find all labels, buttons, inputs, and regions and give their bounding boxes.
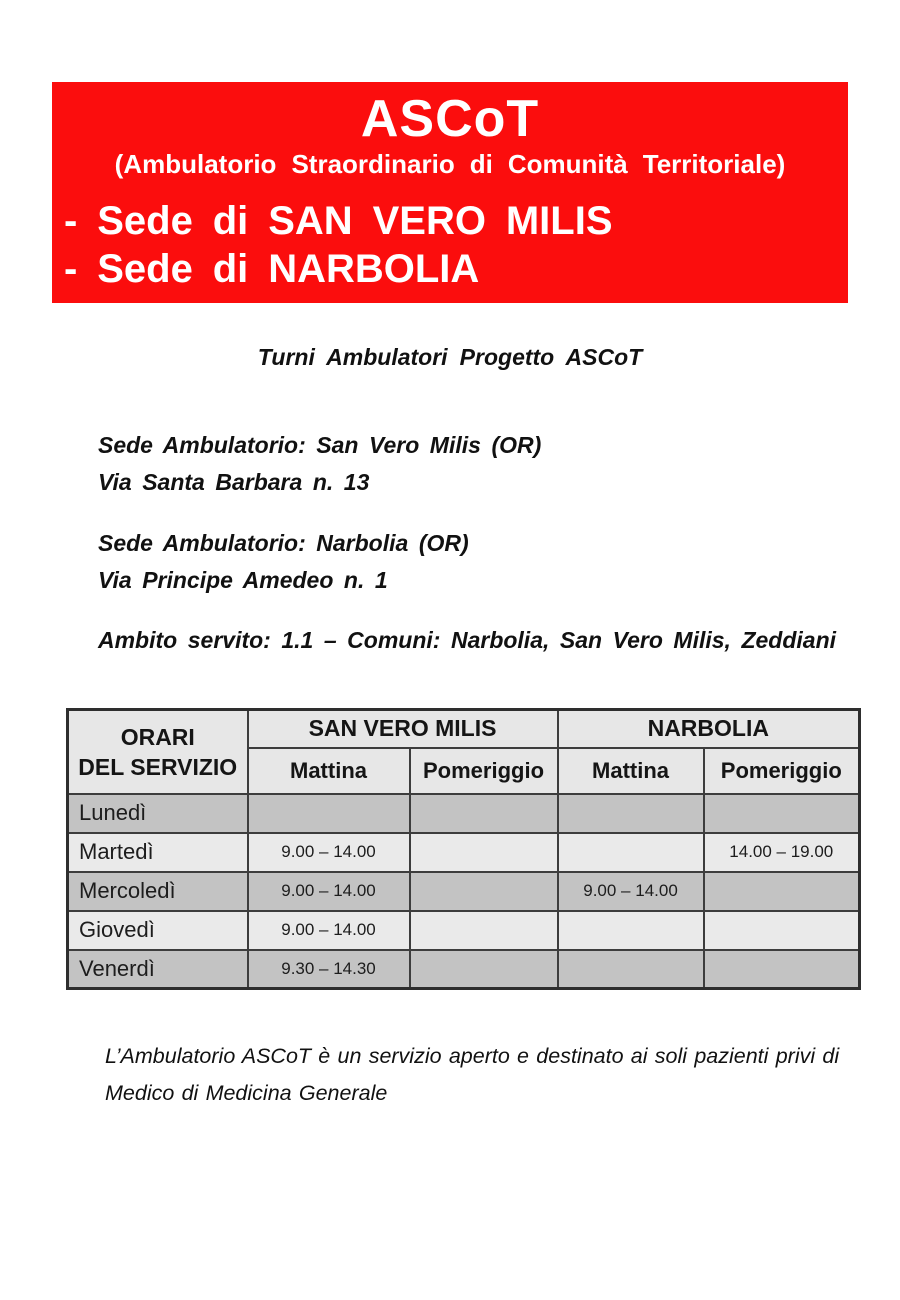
location-header-san-vero-milis: SAN VERO MILIS [248, 710, 558, 748]
time-cell: 9.00 – 14.00 [248, 911, 410, 950]
banner-location-narbolia: - Sede di NARBOLIA [64, 247, 480, 291]
footer-note [105, 1038, 839, 1112]
time-cell [558, 794, 704, 833]
schedule-table [66, 708, 861, 990]
footer-note-line: Medico di Medicina Generale [105, 1081, 388, 1105]
time-cell: 14.00 – 19.00 [704, 833, 860, 872]
banner-locations [64, 197, 836, 293]
subheader-narbolia-pomeriggio: Pomeriggio [704, 748, 860, 794]
day-cell: Giovedì [68, 911, 248, 950]
office-address-line: Via Santa Barbara n. 13 [98, 469, 370, 495]
office-address-line: Sede Ambulatorio: Narbolia (OR) [98, 530, 469, 556]
banner-title: ASCoT [360, 90, 540, 148]
time-cell [410, 833, 558, 872]
time-cell [410, 794, 558, 833]
table-row-mercoledi [68, 872, 860, 911]
table-row-giovedi [68, 911, 860, 950]
location-header-narbolia: NARBOLIA [558, 710, 860, 748]
time-cell [704, 794, 860, 833]
area-served: Ambito servito: 1.1 – Comuni: Narbolia, San Vero Milis, Zeddiani [98, 627, 837, 653]
corner-header-line: DEL SERVIZIO [78, 753, 238, 780]
table-row-martedi [68, 833, 860, 872]
time-cell [704, 872, 860, 911]
time-cell [558, 833, 704, 872]
subheader-svm-pomeriggio: Pomeriggio [410, 748, 558, 794]
banner-location-san-vero-milis: - Sede di SAN VERO MILIS [64, 199, 613, 243]
time-cell: 9.30 – 14.30 [248, 950, 410, 989]
time-cell [410, 911, 558, 950]
subheader-svm-mattina: Mattina [248, 748, 410, 794]
day-cell: Mercoledì [68, 872, 248, 911]
time-cell: 9.00 – 14.00 [558, 872, 704, 911]
time-cell [410, 872, 558, 911]
footer-note-line: L’Ambulatorio ASCoT è un servizio aperto e destinato ai soli pazienti privi di [105, 1044, 840, 1068]
corner-header-line: ORARI [120, 723, 195, 750]
office-address-san-vero-milis [98, 427, 541, 501]
time-cell [704, 950, 860, 989]
day-cell: Venerdì [68, 950, 248, 989]
table-row-venerdi [68, 950, 860, 989]
subheader-narbolia-mattina: Mattina [558, 748, 704, 794]
time-cell [248, 794, 410, 833]
day-cell: Lunedì [68, 794, 248, 833]
table-row-lunedi [68, 794, 860, 833]
office-address-line: Sede Ambulatorio: San Vero Milis (OR) [98, 432, 542, 458]
schedule-table-body [68, 794, 860, 989]
time-cell [410, 950, 558, 989]
time-cell [704, 911, 860, 950]
time-cell [558, 911, 704, 950]
banner-subtitle: (Ambulatorio Straordinario di Comunità Territoriale) [114, 149, 786, 179]
corner-header [68, 710, 248, 794]
office-address-line: Via Principe Amedeo n. 1 [98, 567, 388, 593]
time-cell: 9.00 – 14.00 [248, 872, 410, 911]
office-address-narbolia [98, 525, 469, 599]
section-title: Turni Ambulatori Progetto ASCoT [257, 344, 643, 370]
schedule-table-header [68, 710, 860, 794]
time-cell [558, 950, 704, 989]
time-cell: 9.00 – 14.00 [248, 833, 410, 872]
banner [52, 82, 848, 303]
day-cell: Martedì [68, 833, 248, 872]
